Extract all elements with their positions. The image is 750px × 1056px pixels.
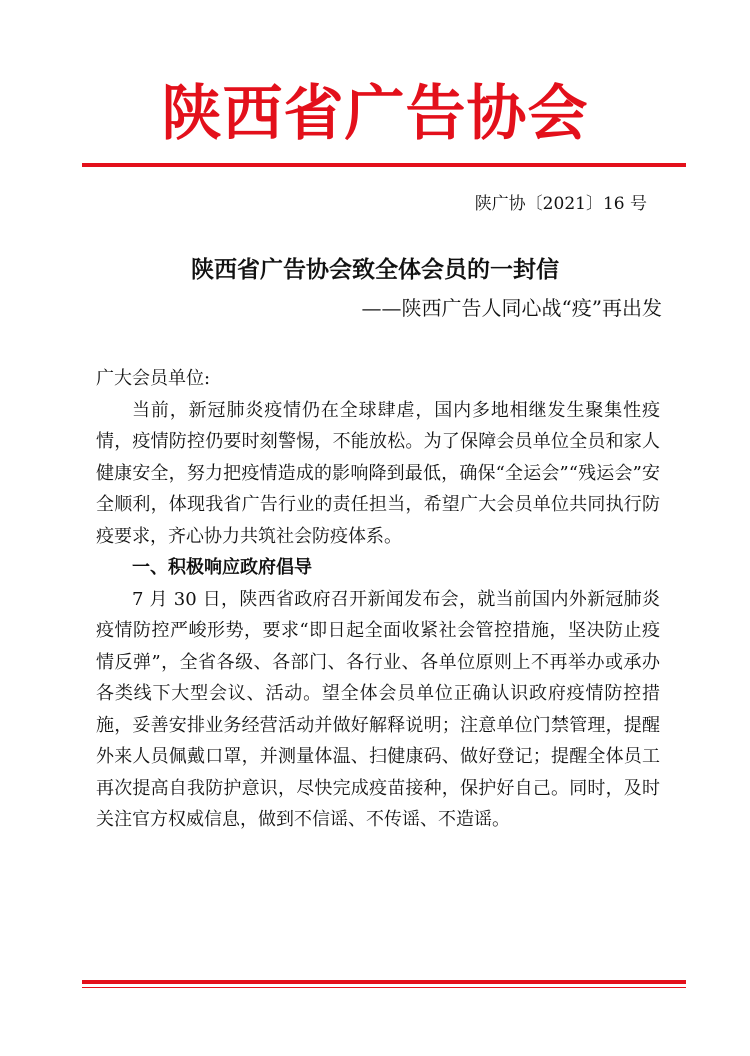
letterhead-org-name: 陕西省广告协会 [161,79,589,149]
footer-divider-thin [82,987,686,988]
letterhead-divider-top [82,163,686,167]
letter-body [96,363,660,836]
section-1-heading: 一、积极响应政府倡导 [132,557,312,578]
footer-divider-thick [82,980,686,984]
document-number: 陕广协〔2021〕16 号 [474,194,647,214]
salutation: 广大会员单位: [96,368,211,389]
section-1-paragraph: 7 月 30 日，陕西省政府召开新闻发布会，就当前国内外新冠肺炎疫情防控严峻形势，要求“即日起全面收紧社会管控措施，坚决防止疫情反弹”，全省各级、各部门、各行业、各单位原则上不再举办或承办各类线下大型会议、活动。望全体会员单位正确认识政府疫情防控措施，妥善安排业务经营活动并做好解释说明；注意单位门禁管理，提醒外来人员佩戴口罩，并测量体温、扫健康码、做好登记；提醒全体员工再次提高自我防护意识，尽快完成疫苗接种，保护好自己。同时，及时关注官方权威信息，做到不信谣、不传谣、不造谣。 [96,588,660,830]
letter-title: 陕西省广告协会致全体会员的一封信 [191,257,559,283]
intro-paragraph: 当前，新冠肺炎疫情仍在全球肆虐，国内多地相继发生聚集性疫情，疫情防控仍要时刻警惕，不能放松。为了保障会员单位全员和家人健康安全，努力把疫情造成的影响降到最低，确保“全运会”“残运会”安全顺利，体现我省广告行业的责任担当，希望广大会员单位共同执行防疫要求，齐心协力共筑社会防疫体系。 [96,399,660,547]
letter-subtitle: ——陕西广告人同心战“疫”再出发 [361,296,662,320]
